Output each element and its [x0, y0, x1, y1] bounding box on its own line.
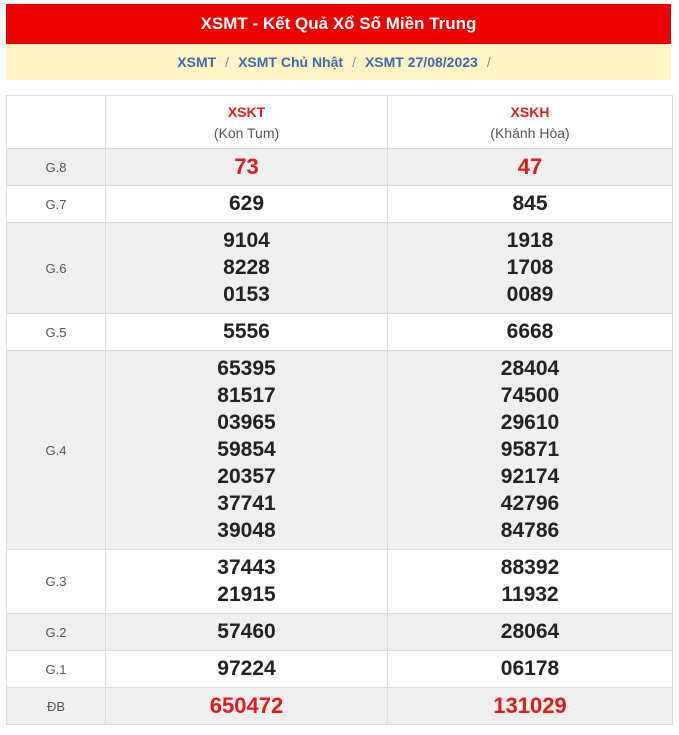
prize-number: 37443: [217, 556, 276, 579]
prize-row: [7, 614, 673, 651]
prize-number: 8228: [223, 256, 270, 279]
prize-numbers-cell: [106, 651, 388, 688]
prize-number: 74500: [500, 384, 560, 407]
prize-numbers-cell: [106, 186, 388, 223]
prize-number: 21915: [217, 583, 276, 606]
prize-number: 650472: [209, 693, 284, 718]
prize-number: 88392: [500, 556, 560, 579]
prize-row: [7, 186, 673, 223]
prize-number: 28404: [500, 357, 560, 380]
prize-number: 28064: [500, 620, 560, 643]
prize-number: 29610: [500, 411, 560, 434]
prize-number: 629: [228, 192, 265, 215]
prize-row: [7, 550, 673, 614]
prize-numbers-cell: [388, 186, 673, 223]
prize-numbers-cell: [388, 614, 673, 651]
prize-number: 73: [234, 154, 259, 179]
prize-label: G.2: [7, 614, 106, 651]
results-table: [6, 95, 673, 725]
prize-row: [7, 314, 673, 351]
prize-numbers-cell: [388, 223, 673, 314]
prize-number: 57460: [217, 620, 276, 643]
table-header-row: [7, 96, 673, 149]
breadcrumb-separator: /: [225, 54, 230, 70]
prize-numbers-cell: [388, 550, 673, 614]
prize-number: 845: [512, 192, 548, 215]
column-code[interactable]: XSKT: [227, 103, 266, 120]
prize-numbers-cell: [388, 351, 673, 550]
prize-numbers-cell: [388, 688, 673, 725]
prize-numbers-cell: [106, 614, 388, 651]
prize-numbers-cell: [106, 550, 388, 614]
prize-label: ĐB: [7, 688, 106, 725]
page-title: XSMT - Kết Quả Xổ Số Miền Trung: [200, 14, 477, 33]
prize-number: 6668: [506, 320, 554, 343]
prize-number: 1918: [506, 229, 554, 252]
prize-label: G.7: [7, 186, 106, 223]
prize-row: [7, 351, 673, 550]
breadcrumb-link-sunday[interactable]: XSMT Chủ Nhật: [238, 54, 344, 70]
prize-label: G.1: [7, 651, 106, 688]
prize-number: 92174: [500, 465, 560, 488]
prize-number: 42796: [500, 492, 560, 515]
results-body: [7, 149, 673, 725]
prize-number: 95871: [500, 438, 560, 461]
prize-number: 131029: [493, 693, 567, 718]
prize-row: [7, 651, 673, 688]
prize-number: 0153: [223, 283, 270, 306]
prize-numbers-cell: [388, 651, 673, 688]
column-province: (Khánh Hòa): [490, 124, 570, 141]
prize-number: 81517: [217, 384, 276, 407]
prize-row: [7, 688, 673, 725]
prize-number: 84786: [500, 519, 560, 542]
prize-number: 97224: [217, 657, 276, 680]
column-province: (Kon Tum): [213, 124, 280, 141]
prize-numbers-cell: [388, 314, 673, 351]
prize-number: 11932: [501, 583, 559, 606]
breadcrumb: [6, 44, 671, 80]
prize-number: 03965: [217, 411, 276, 434]
column-header-khanhhoa: [388, 96, 673, 149]
prize-label: G.8: [7, 149, 106, 186]
prize-row: [7, 223, 673, 314]
prize-numbers-cell: [106, 314, 388, 351]
prize-numbers-cell: [388, 149, 673, 186]
prize-number: 39048: [217, 519, 276, 542]
prize-number: 0089: [506, 283, 554, 306]
prize-number: 47: [517, 154, 543, 179]
prize-number: 1708: [506, 256, 554, 279]
prize-number: 06178: [500, 657, 560, 680]
prize-label: G.4: [7, 351, 106, 550]
prize-number: 37741: [217, 492, 276, 515]
prize-numbers-cell: [106, 149, 388, 186]
breadcrumb-separator: /: [486, 54, 491, 70]
header-blank-cell: [7, 96, 106, 149]
prize-label: G.6: [7, 223, 106, 314]
prize-number: 59854: [217, 438, 276, 461]
prize-label: G.5: [7, 314, 106, 351]
breadcrumb-separator: /: [352, 54, 356, 70]
prize-number: 9104: [223, 229, 270, 252]
prize-number: 65395: [217, 357, 276, 380]
prize-numbers-cell: [106, 688, 388, 725]
page-header: [6, 4, 671, 44]
column-header-kontum: [106, 96, 388, 149]
prize-row: [7, 149, 673, 186]
breadcrumb-link-xsmt[interactable]: XSMT: [177, 54, 217, 70]
prize-label: G.3: [7, 550, 106, 614]
prize-number: 5556: [223, 320, 270, 343]
prize-number: 20357: [217, 465, 276, 488]
column-code[interactable]: XSKH: [510, 103, 550, 120]
prize-numbers-cell: [106, 223, 388, 314]
prize-numbers-cell: [106, 351, 388, 550]
breadcrumb-link-date[interactable]: XSMT 27/08/2023: [364, 54, 478, 70]
